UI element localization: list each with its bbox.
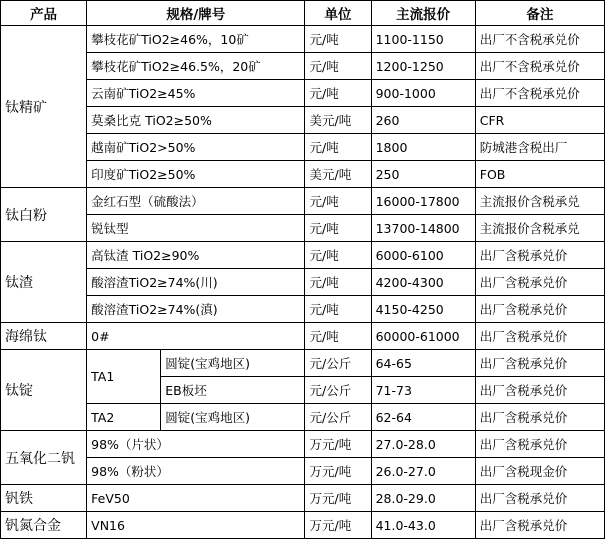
price-cell: 16000-17800 xyxy=(371,188,475,215)
unit-cell: 元/公斤 xyxy=(305,377,371,404)
table-row xyxy=(1,458,605,485)
unit-cell: 元/公斤 xyxy=(305,404,371,431)
remark-cell: 主流报价含税承兑 xyxy=(475,188,604,215)
spec-cell: FeV50 xyxy=(87,485,305,512)
remark-cell: 出厂含税承兑价 xyxy=(475,404,604,431)
table-row xyxy=(1,269,605,296)
unit-cell: 元/吨 xyxy=(305,323,371,350)
table-row xyxy=(1,161,605,188)
spec-cell: 98%（粉状） xyxy=(87,458,305,485)
unit-cell: 元/公斤 xyxy=(305,350,371,377)
price-cell: 1800 xyxy=(371,134,475,161)
unit-cell: 元/吨 xyxy=(305,242,371,269)
price-cell: 64-65 xyxy=(371,350,475,377)
price-cell: 27.0-28.0 xyxy=(371,431,475,458)
remark-cell: 出厂含税现金价 xyxy=(475,458,604,485)
remark-cell: 出厂不含税承兑价 xyxy=(475,53,604,80)
spec-grade-cell: TA2 xyxy=(87,404,161,431)
remark-cell: 出厂含税承兑价 xyxy=(475,350,604,377)
table-header-row xyxy=(1,1,605,26)
remark-cell: CFR xyxy=(475,107,604,134)
unit-cell: 元/吨 xyxy=(305,80,371,107)
spec-cell: 莫桑比克 TiO2≥50% xyxy=(87,107,305,134)
table-row xyxy=(1,188,605,215)
remark-cell: 出厂不含税承兑价 xyxy=(475,80,604,107)
spec-cell: 云南矿TiO2≥45% xyxy=(87,80,305,107)
header-remark: 备注 xyxy=(475,1,604,26)
unit-cell: 万元/吨 xyxy=(305,458,371,485)
spec-cell: VN16 xyxy=(87,512,305,539)
price-cell: 60000-61000 xyxy=(371,323,475,350)
price-cell: 41.0-43.0 xyxy=(371,512,475,539)
header-price: 主流报价 xyxy=(371,1,475,26)
unit-cell: 万元/吨 xyxy=(305,512,371,539)
spec-cell: 印度矿TiO2≥50% xyxy=(87,161,305,188)
spec-detail-cell: 圆锭(宝鸡地区) xyxy=(161,404,305,431)
table-row xyxy=(1,242,605,269)
product-name-cell: 钒氮合金 xyxy=(1,512,87,539)
unit-cell: 元/吨 xyxy=(305,53,371,80)
spec-detail-cell: EB板坯 xyxy=(161,377,305,404)
unit-cell: 美元/吨 xyxy=(305,161,371,188)
spec-cell: 越南矿TiO2>50% xyxy=(87,134,305,161)
product-name-cell: 钛白粉 xyxy=(1,188,87,242)
header-product: 产品 xyxy=(1,1,87,26)
table-row xyxy=(1,404,605,431)
spec-cell: 98%（片状） xyxy=(87,431,305,458)
remark-cell: 出厂含税承兑价 xyxy=(475,377,604,404)
header-unit: 单位 xyxy=(305,1,371,26)
remark-cell: 出厂含税承兑价 xyxy=(475,269,604,296)
unit-cell: 元/吨 xyxy=(305,296,371,323)
unit-cell: 元/吨 xyxy=(305,26,371,53)
price-cell: 13700-14800 xyxy=(371,215,475,242)
remark-cell: 防城港含税出厂 xyxy=(475,134,604,161)
price-cell: 71-73 xyxy=(371,377,475,404)
spec-cell: 酸溶渣TiO2≥74%(川) xyxy=(87,269,305,296)
table-row xyxy=(1,485,605,512)
spec-cell: 锐钛型 xyxy=(87,215,305,242)
price-cell: 260 xyxy=(371,107,475,134)
table-row xyxy=(1,215,605,242)
price-cell: 900-1000 xyxy=(371,80,475,107)
price-cell: 1200-1250 xyxy=(371,53,475,80)
unit-cell: 美元/吨 xyxy=(305,107,371,134)
price-cell: 6000-6100 xyxy=(371,242,475,269)
remark-cell: 出厂含税承兑价 xyxy=(475,512,604,539)
product-name-cell: 五氧化二钒 xyxy=(1,431,87,485)
unit-cell: 元/吨 xyxy=(305,188,371,215)
price-cell: 250 xyxy=(371,161,475,188)
price-cell: 28.0-29.0 xyxy=(371,485,475,512)
table-row xyxy=(1,107,605,134)
table-row xyxy=(1,80,605,107)
product-name-cell: 钒铁 xyxy=(1,485,87,512)
unit-cell: 元/吨 xyxy=(305,269,371,296)
remark-cell: 主流报价含税承兑 xyxy=(475,215,604,242)
header-spec: 规格/牌号 xyxy=(87,1,305,26)
product-name-cell: 钛锭 xyxy=(1,350,87,431)
spec-cell: 酸溶渣TiO2≥74%(滇) xyxy=(87,296,305,323)
product-name-cell: 钛精矿 xyxy=(1,26,87,188)
table-row xyxy=(1,296,605,323)
remark-cell: FOB xyxy=(475,161,604,188)
price-cell: 4150-4250 xyxy=(371,296,475,323)
price-cell: 26.0-27.0 xyxy=(371,458,475,485)
remark-cell: 出厂含税承兑价 xyxy=(475,242,604,269)
spec-detail-cell: 圆锭(宝鸡地区) xyxy=(161,350,305,377)
table-row xyxy=(1,431,605,458)
table-row xyxy=(1,53,605,80)
unit-cell: 万元/吨 xyxy=(305,431,371,458)
unit-cell: 元/吨 xyxy=(305,134,371,161)
table-row xyxy=(1,323,605,350)
spec-cell: 0# xyxy=(87,323,305,350)
price-cell: 62-64 xyxy=(371,404,475,431)
table-row xyxy=(1,512,605,539)
spec-cell: 攀枝花矿TiO2≥46.5%，20矿 xyxy=(87,53,305,80)
price-cell: 1100-1150 xyxy=(371,26,475,53)
spec-cell: 金红石型（硫酸法） xyxy=(87,188,305,215)
table-row xyxy=(1,134,605,161)
remark-cell: 出厂含税承兑价 xyxy=(475,323,604,350)
spec-grade-cell: TA1 xyxy=(87,350,161,404)
table-row xyxy=(1,350,605,377)
remark-cell: 出厂含税承兑价 xyxy=(475,485,604,512)
remark-cell: 出厂含税承兑价 xyxy=(475,431,604,458)
table-row xyxy=(1,26,605,53)
unit-cell: 万元/吨 xyxy=(305,485,371,512)
spec-cell: 高钛渣 TiO2≥90% xyxy=(87,242,305,269)
price-cell: 4200-4300 xyxy=(371,269,475,296)
remark-cell: 出厂含税承兑价 xyxy=(475,296,604,323)
spec-cell: 攀枝花矿TiO2≥46%，10矿 xyxy=(87,26,305,53)
product-name-cell: 海绵钛 xyxy=(1,323,87,350)
product-name-cell: 钛渣 xyxy=(1,242,87,323)
unit-cell: 元/吨 xyxy=(305,215,371,242)
remark-cell: 出厂不含税承兑价 xyxy=(475,26,604,53)
